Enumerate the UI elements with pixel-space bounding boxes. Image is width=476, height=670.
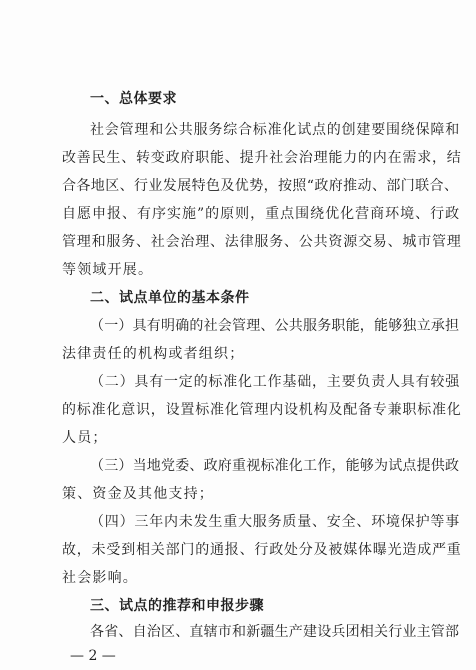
paragraph-line: 社会影响。	[62, 570, 138, 586]
paragraph-line: 各省、自治区、直辖市和新疆生产建设兵团相关行业主管部	[90, 624, 460, 640]
paragraph-line: 故，未受到相关部门的通报、行政处分及被媒体曝光造成严重	[62, 542, 462, 558]
paragraph-line: 法律责任的机构或者组织；	[62, 346, 245, 362]
paragraph-line: 改善民生、转变政府职能、提升社会治理能力的内在需求，结	[62, 150, 462, 166]
paragraph-line: 的标准化意识，设置标准化管理内设机构及配备专兼职标准化	[62, 402, 462, 418]
paragraph-line: 人员；	[62, 430, 108, 446]
paragraph-line: （三）当地党委、政府重视标准化工作，能够为试点提供政	[90, 458, 460, 474]
section-heading-3: 三、试点的推荐和申报步骤	[90, 598, 264, 614]
paragraph-line: 等领域开展。	[62, 262, 154, 278]
section-heading-2: 二、试点单位的基本条件	[90, 290, 250, 306]
paragraph-line: （一）具有明确的社会管理、公共服务职能，能够独立承担	[90, 318, 460, 334]
section-heading-1: 一、总体要求	[90, 91, 177, 107]
paragraph-line: 社会管理和公共服务综合标准化试点的创建要围绕保障和	[90, 122, 460, 138]
paragraph-line: 合各地区、行业发展特色及优势，按照“政府推动、部门联合、	[62, 178, 459, 194]
page-number: — 2 —	[70, 648, 116, 664]
paragraph-line: （二）具有一定的标准化工作基础，主要负责人具有较强	[90, 374, 460, 390]
paragraph-line: 自愿申报、有序实施”的原则，重点围绕优化营商环境、行政	[62, 206, 461, 222]
paragraph-line: 管理和服务、社会治理、法律服务、公共资源交易、城市管理	[62, 234, 462, 250]
paragraph-line: 策、资金及其他支持；	[62, 486, 214, 502]
paragraph-line: （四）三年内未发生重大服务质量、安全、环境保护等事	[90, 514, 460, 530]
